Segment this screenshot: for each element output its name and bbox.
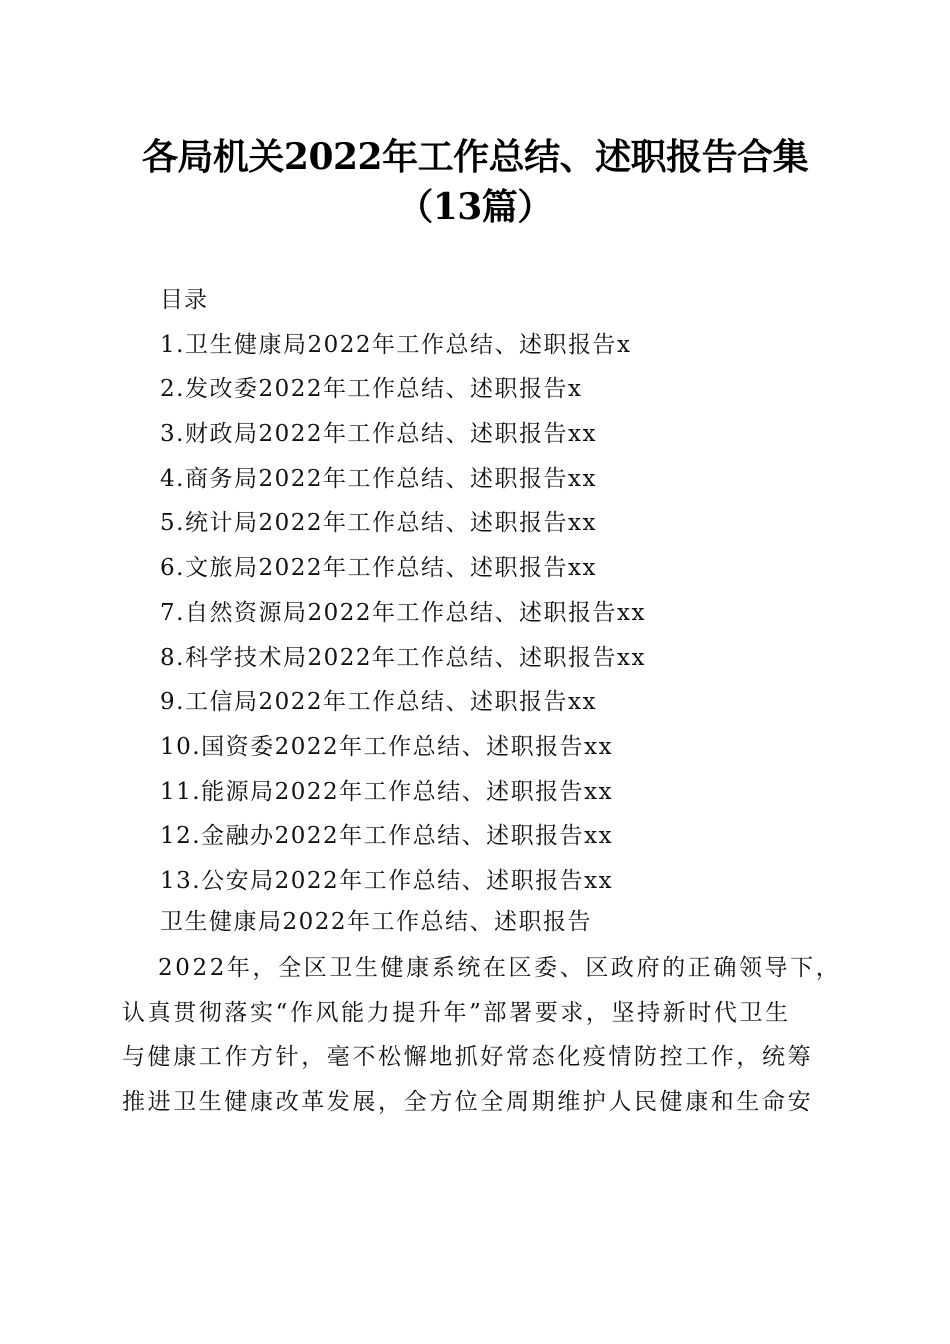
toc-item[interactable]: 2.发改委2022年工作总结、述职报告x: [160, 376, 583, 403]
paragraph-line: 认真贯彻落实“作风能力提升年”部署要求，坚持新时代卫生: [122, 999, 791, 1026]
table-of-contents: [160, 278, 860, 904]
toc-item[interactable]: 12.金融办2022年工作总结、述职报告xx: [160, 823, 614, 850]
toc-item[interactable]: 4.商务局2022年工作总结、述职报告xx: [160, 465, 597, 492]
paragraph-line: 2022年，全区卫生健康系统在区委、区政府的正确领导下，: [158, 955, 842, 981]
paragraph-line: 与健康工作方针，毫不松懈地抓好常态化疫情防控工作，统筹: [122, 1044, 814, 1070]
toc-item[interactable]: 9.工信局2022年工作总结、述职报告xx: [160, 689, 597, 716]
toc-item[interactable]: 11.能源局2022年工作总结、述职报告xx: [160, 778, 614, 805]
body-paragraph: [122, 946, 842, 1124]
section-heading: 卫生健康局2022年工作总结、述职报告: [160, 909, 593, 935]
toc-item[interactable]: 5.统计局2022年工作总结、述职报告xx: [160, 510, 597, 537]
title-line-main: 各局机关2022年工作总结、述职报告合集: [141, 136, 809, 178]
toc-item[interactable]: 7.自然资源局2022年工作总结、述职报告xx: [160, 599, 646, 626]
toc-item[interactable]: 8.科学技术局2022年工作总结、述职报告xx: [160, 644, 646, 671]
toc-item[interactable]: 1.卫生健康局2022年工作总结、述职报告x: [160, 331, 632, 358]
document-title: [0, 132, 950, 232]
paragraph-line: 推进卫生健康改革发展，全方位全周期维护人民健康和生命安: [122, 1088, 814, 1115]
toc-item[interactable]: 13.公安局2022年工作总结、述职报告xx: [160, 867, 614, 894]
title-line-count: （13篇）: [397, 186, 553, 228]
toc-heading: 目录: [160, 287, 208, 313]
toc-item[interactable]: 3.财政局2022年工作总结、述职报告xx: [160, 421, 597, 448]
toc-item[interactable]: 10.国资委2022年工作总结、述职报告xx: [160, 733, 614, 760]
toc-item[interactable]: 6.文旅局2022年工作总结、述职报告xx: [160, 555, 597, 582]
